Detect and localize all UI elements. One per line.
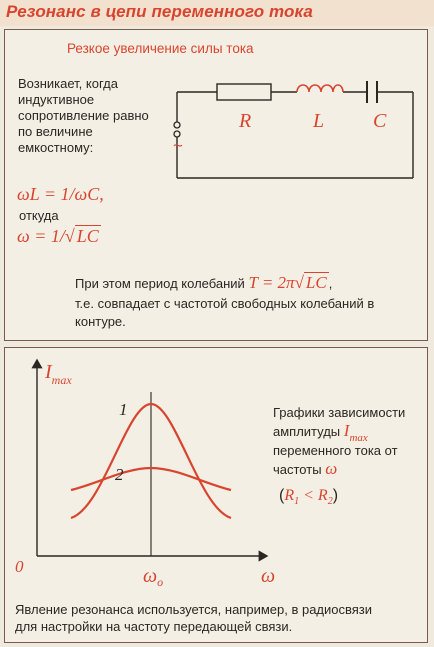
curve-2-label: 2 <box>115 465 124 484</box>
description-line-3: переменного тока от <box>273 443 398 458</box>
period-radicand: LC <box>305 273 327 292</box>
period-formula <box>248 272 328 292</box>
y-axis-label-sub: max <box>51 373 72 387</box>
y-axis-label <box>44 361 72 387</box>
condition-line-4: по величине <box>18 124 93 139</box>
cmp-close: ) <box>332 487 339 504</box>
cmp-R1-sub: 1 <box>294 496 300 507</box>
omega-zero-label <box>143 565 163 589</box>
graph-description <box>273 404 405 507</box>
resonance-frequency-formula <box>17 226 101 247</box>
x-axis-label: ω <box>261 565 276 587</box>
cmp-R2-sub: 2 <box>327 496 333 507</box>
omega-zero-sub: o <box>157 575 164 589</box>
otkuda-text: откуда <box>19 208 59 223</box>
condition-line-2: индуктивное <box>18 92 95 107</box>
resistance-comparison <box>279 487 405 507</box>
period-line-3: контуре. <box>75 314 126 329</box>
graph-footer <box>15 601 372 635</box>
period-line-2: т.е. совпадает с частотой свободных колебаний в <box>75 296 375 311</box>
origin-label: 0 <box>15 557 24 576</box>
cmp-open: ( <box>279 487 285 504</box>
resonance-graph-panel <box>4 347 428 643</box>
sqrt-sign: √ LC <box>64 226 99 246</box>
condition-line-5: емкостному: <box>18 140 94 155</box>
cmp-lt: < <box>299 487 318 504</box>
omega-formula-left: ω = 1/ <box>17 226 65 246</box>
description-I: I <box>343 421 350 440</box>
capacitor-label: C <box>373 110 387 132</box>
resistor-symbol <box>217 84 271 100</box>
inductor-symbol <box>297 85 343 92</box>
resonance-formula: ωL = 1/ωC, <box>17 184 104 204</box>
resistor-label: R <box>239 110 252 132</box>
description-I-sub: max <box>349 432 368 444</box>
omega-formula-radicand: LC <box>76 226 99 246</box>
source-terminal-top <box>174 122 180 128</box>
period-text: При этом период колебаний <box>75 276 245 291</box>
description-frequency: частоты <box>273 462 322 477</box>
curve-1-label: 1 <box>119 400 128 419</box>
cmp-R2: R <box>317 487 328 504</box>
omega-zero-main: ω <box>143 565 158 587</box>
condition-line-3: сопротивление равно <box>18 108 149 123</box>
cmp-R1: R <box>284 487 295 504</box>
period-line-1 <box>75 275 332 292</box>
description-omega: ω <box>325 459 338 478</box>
panel-subtitle: Резкое увеличение силы тока <box>67 41 254 56</box>
y-axis-label-main: I <box>45 361 52 383</box>
inductor-label: L <box>313 110 325 132</box>
description-line-1: Графики зависимости <box>273 405 406 420</box>
footer-line-2: для настройки на частоту передающей связи. <box>15 619 293 634</box>
capacitor-symbol <box>367 81 377 103</box>
period-comma: , <box>328 276 333 291</box>
period-sqrt: √ <box>294 273 304 292</box>
source-symbol: ~ <box>173 136 183 155</box>
resonance-condition-panel <box>4 29 428 341</box>
footer-line-1: Явление резонанса используется, например, в радиосвязи <box>15 602 373 617</box>
period-T: T = 2π <box>248 273 295 292</box>
condition-line-1: Возникает, когда <box>18 76 118 91</box>
description-line-2 <box>273 422 405 442</box>
description-amplitude: амплитуды <box>273 424 341 439</box>
description-line-4 <box>273 460 405 479</box>
page-title: Резонанс в цепи переменного тока <box>6 2 313 21</box>
